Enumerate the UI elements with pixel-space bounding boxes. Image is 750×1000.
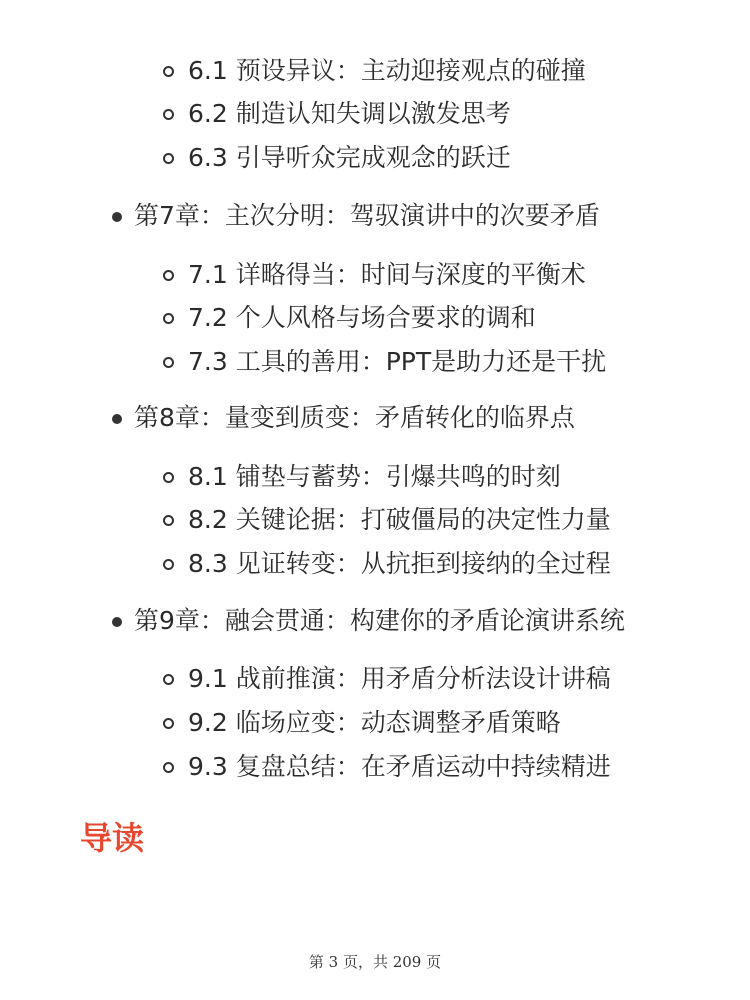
toc-item-label: 7.2 个人风格与场合要求的调和 (188, 303, 536, 332)
toc-item-label: 6.3 引导听众完成观念的跃迁 (188, 143, 511, 172)
toc-item-label: 7.3 工具的善用：PPT是助力还是干扰 (188, 347, 607, 376)
toc-item-label: 9.3 复盘总结：在矛盾运动中持续精进 (188, 752, 611, 781)
hollow-circle-bullet-icon (163, 153, 174, 164)
toc-item-label: 9.1 战前推演：用矛盾分析法设计讲稿 (188, 664, 611, 693)
toc-item-label: 6.2 制造认知失调以激发思考 (188, 99, 511, 128)
hollow-circle-bullet-icon (163, 66, 174, 77)
hollow-circle-bullet-icon (163, 515, 174, 526)
toc-item-label: 8.1 铺垫与蓄势：引爆共鸣的时刻 (188, 462, 561, 491)
hollow-circle-bullet-icon (163, 674, 174, 685)
hollow-circle-bullet-icon (163, 313, 174, 324)
toc-item-label: 9.2 临场应变：动态调整矛盾策略 (188, 708, 561, 737)
hollow-circle-bullet-icon (163, 270, 174, 281)
hollow-circle-bullet-icon (163, 762, 174, 773)
toc-item-label: 6.1 预设异议：主动迎接观点的碰撞 (188, 56, 586, 85)
toc-item-label: 7.1 详略得当：时间与深度的平衡术 (188, 260, 586, 289)
filled-circle-bullet-icon (112, 414, 122, 424)
toc-item-label: 8.3 见证转变：从抗拒到接纳的全过程 (188, 549, 611, 578)
hollow-circle-bullet-icon (163, 357, 174, 368)
page-footer: 第 3 页，共 209 页 (308, 953, 442, 971)
hollow-circle-bullet-icon (163, 109, 174, 120)
toc-chapter-label: 第9章：融会贯通：构建你的矛盾论演讲系统 (134, 606, 625, 635)
toc-chapter-label: 第8章：量变到质变：矛盾转化的临界点 (134, 403, 575, 432)
filled-circle-bullet-icon (112, 617, 122, 627)
hollow-circle-bullet-icon (163, 559, 174, 570)
toc-item-label: 8.2 关键论据：打破僵局的决定性力量 (188, 505, 611, 534)
hollow-circle-bullet-icon (163, 472, 174, 483)
toc-chapter-label: 第7章：主次分明：驾驭演讲中的次要矛盾 (134, 201, 600, 230)
filled-circle-bullet-icon (112, 212, 122, 222)
section-heading: 导读 (80, 819, 145, 857)
hollow-circle-bullet-icon (163, 718, 174, 729)
